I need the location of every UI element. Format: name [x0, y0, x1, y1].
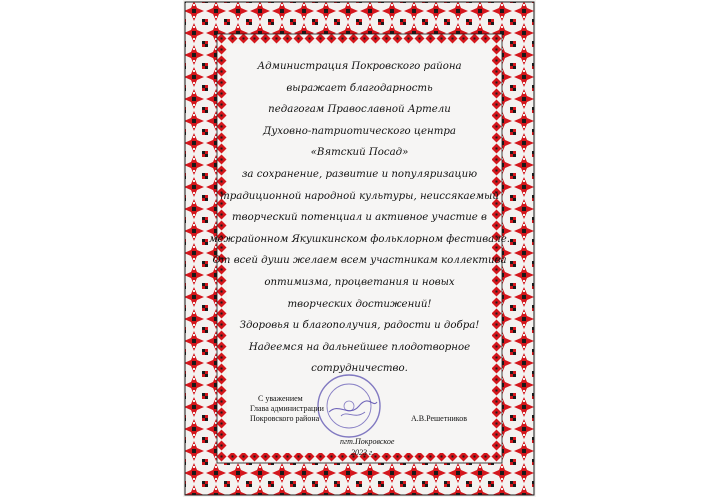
- text-line: оптимизма, процветания и новых: [264, 276, 455, 288]
- signatory-district: Покровского района: [250, 414, 320, 423]
- text-line: межрайонном Якушкинском фольклорном фестивале.: [209, 233, 510, 245]
- text-line: творческих достижений!: [287, 298, 432, 310]
- official-stamp: [315, 372, 383, 440]
- text-line: педагогам Православной Артели: [268, 104, 451, 116]
- text-line: сотрудничество.: [311, 363, 408, 375]
- text-line: Здоровья и благополучия, радости и добра!: [239, 320, 480, 332]
- text-line: «Вятский Посад»: [310, 147, 409, 159]
- regards-text: С уважением: [258, 394, 303, 403]
- signatory-position: Глава администрации: [250, 404, 324, 413]
- text-line: творческий потенциал и активное участие в: [232, 212, 487, 224]
- signatory-name: А.В.Решетников: [411, 414, 468, 423]
- text-line: Администрация Покровского района: [257, 61, 462, 72]
- text-line: за сохранение, развитие и популяризацию: [241, 168, 478, 180]
- year-text: 2023 г.: [351, 448, 375, 457]
- place-text: пгт.Покровское: [340, 437, 395, 446]
- text-line: От всей души желаем всем участникам коллектива: [212, 255, 507, 267]
- text-line: Надеемся на дальнейшее плодотворное: [248, 341, 471, 353]
- text-line: традиционной народной культуры, неиссякаемый: [220, 190, 499, 202]
- certificate-text: [183, 56, 536, 380]
- text-line: выражает благодарность: [286, 82, 433, 94]
- text-line: Духовно-патриотического центра: [263, 125, 456, 137]
- certificate-page: [183, 0, 536, 497]
